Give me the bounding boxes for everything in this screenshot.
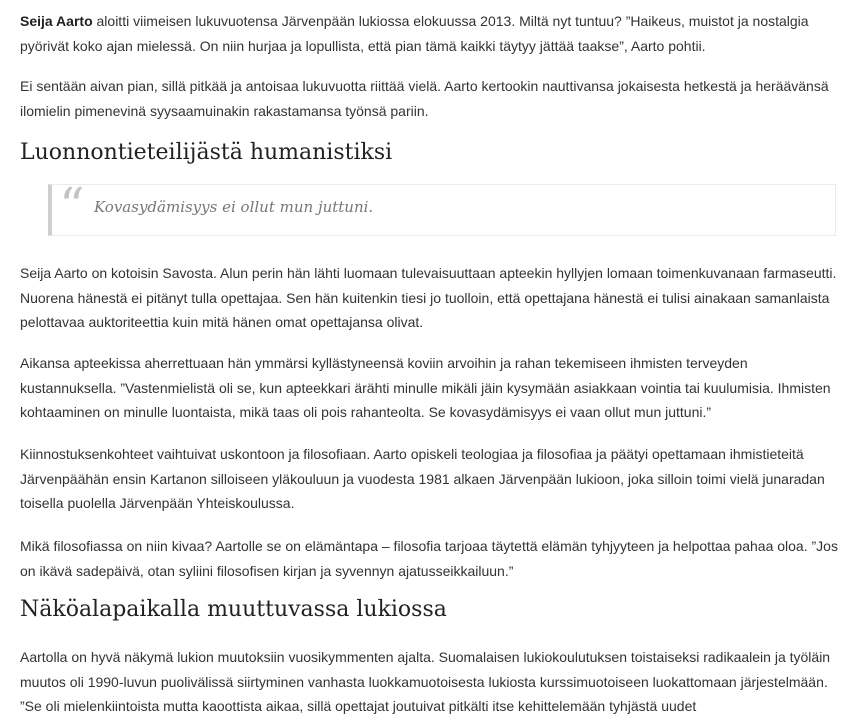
body-paragraph: Aartolla on hyvä näkymä lukion muutoksiin vuosikymmenten ajalta. Suomalaisen lukiokoulutuksen toistaiseksi radikaalein ja työläin muutos oli 1990-luvun puolivälissä siirtyminen vanhasta luokkamuotoisesta lukiosta kurssimuotoiseen luokattomaan järjestelmään. ”Se oli mielenkiintoista mutta kaoottista aikaa, sillä opettajat joutuivat pitkälti itse kehittelemään tyhjästä uudet — [20, 649, 831, 714]
body-paragraph: Mikä filosofiassa on niin kivaa? Aartolle se on elämäntapa – filosofia tarjoaa täytettä elämän tyhjyyteen ja helpottaa pahaa oloa. ”Jos on ikävä sadepäivä, otan syliini filosofisen kirjan ja syvennyn ajatusseikkailuun.” — [20, 538, 838, 579]
body-paragraph: Seija Aarto on kotoisin Savosta. Alun perin hän lähti luomaan tulevaisuuttaan apteekin hyllyjen lomaan toimenkuvanaan farmaseutti. Nuorena hänestä ei pitänyt tulla opettajaa. Sen hän kuitenkin tiesi jo tuolloin, että opettajana hänestä ei tulisi ainakaan samanlaista pelottavaa auktoriteettia kuin mitä hänen omat opettajansa olivat. — [20, 265, 837, 330]
lead-name: Seija Aarto — [20, 13, 93, 29]
pullquote-text: Kovasydämisyys ei ollut mun juttuni. — [94, 198, 374, 216]
intro-text: aloitti viimeisen lukuvuotensa Järvenpään lukiossa elokuussa 2013. Miltä nyt tuntuu? ”Haikeus, muistot ja nostalgia pyörivät koko ajan mielessä. On niin hurjaa ja lopullista, että pian tämä kaikki täytyy jättää taakse”, Aarto pohtii. — [20, 13, 809, 54]
intro-paragraph — [20, 9, 840, 58]
body-paragraph: Kiinnostuksenkohteet vaihtuivat uskontoon ja filosofiaan. Aarto opiskeli teologiaa ja filosofiaa ja päätyi opettamaan ihmistieteitä Järvenpäähän ensin Kartanon silloiseen yläkouluun ja vuodesta 1981 alkaen Järvenpään lukioon, joka silloin toimi vielä junaradan toisella puolella Järvenpään Yhteiskoulussa. — [20, 446, 825, 511]
pullquote — [48, 177, 836, 236]
section-heading-2: Näköalapaikalla muuttuvassa lukiossa — [20, 597, 447, 622]
section-heading-1: Luonnontieteilijästä humanistiksi — [20, 140, 393, 165]
quote-mark-icon: “ — [59, 177, 85, 235]
intro-paragraph-2: Ei sentään aivan pian, sillä pitkää ja antoisaa lukuvuotta riittää vielä. Aarto kertookin nauttivansa jokaisesta hetkestä ja heräävänsä ilomielin pimenevinä syysaamuinakin rakastamansa työnsä pariin. — [20, 78, 829, 119]
body-paragraph: Aikansa apteekissa aherrettuaan hän ymmärsi kyllästyneensä koviin arvoihin ja rahan tekemiseen ihmisten terveyden kustannuksella. ”Vastenmielistä oli se, kun apteekkari ärähti minulle mikäli jäin kysymään asiakkaan vointia tai kuulumisia. Ihmisten kohtaaminen on minulle luontaista, mikä taas oli pois rahanteolta. Se kovasydämisyys ei vaan ollut mun juttuni.” — [20, 355, 831, 420]
